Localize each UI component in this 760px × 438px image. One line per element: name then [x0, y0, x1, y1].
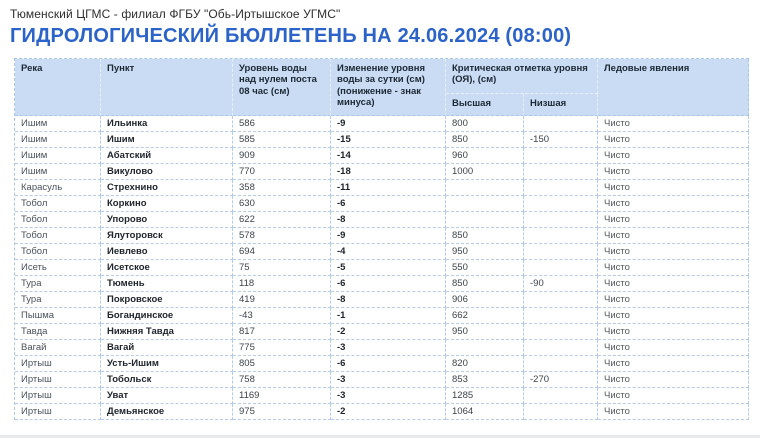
cell-ice-phenomena: Чисто: [598, 116, 749, 132]
cell-ice-phenomena: Чисто: [598, 244, 749, 260]
cell-river: Вагай: [15, 340, 101, 356]
cell-critical-low: [524, 228, 598, 244]
table-row: [15, 132, 749, 148]
table-row: [15, 372, 749, 388]
cell-critical-low: [524, 196, 598, 212]
cell-ice-phenomena: Чисто: [598, 356, 749, 372]
cell-station: Абатский: [101, 148, 233, 164]
cell-river: Ишим: [15, 148, 101, 164]
cell-water-level: 419: [233, 292, 331, 308]
cell-level-change: -2: [331, 404, 446, 420]
table-row: [15, 116, 749, 132]
column-header-critical-high: Высшая: [446, 94, 524, 116]
cell-level-change: -6: [331, 276, 446, 292]
cell-station: Ялуторовск: [101, 228, 233, 244]
cell-level-change: -18: [331, 164, 446, 180]
cell-level-change: -11: [331, 180, 446, 196]
cell-river: Карасуль: [15, 180, 101, 196]
table-row: [15, 276, 749, 292]
cell-critical-high: [446, 180, 524, 196]
table-row: [15, 324, 749, 340]
table-row: [15, 388, 749, 404]
cell-ice-phenomena: Чисто: [598, 292, 749, 308]
table-row: [15, 228, 749, 244]
cell-level-change: -4: [331, 244, 446, 260]
cell-ice-phenomena: Чисто: [598, 196, 749, 212]
cell-critical-low: [524, 180, 598, 196]
cell-ice-phenomena: Чисто: [598, 212, 749, 228]
column-header-river: Река: [15, 59, 101, 116]
cell-river: Иртыш: [15, 372, 101, 388]
cell-critical-low: [524, 212, 598, 228]
cell-level-change: -9: [331, 116, 446, 132]
cell-level-change: -2: [331, 324, 446, 340]
cell-critical-high: [446, 212, 524, 228]
table-row: [15, 180, 749, 196]
cell-level-change: -9: [331, 228, 446, 244]
cell-river: Пышма: [15, 308, 101, 324]
cell-critical-high: 850: [446, 132, 524, 148]
cell-station: Упорово: [101, 212, 233, 228]
cell-water-level: 817: [233, 324, 331, 340]
cell-level-change: -3: [331, 388, 446, 404]
cell-critical-low: [524, 244, 598, 260]
table-row: [15, 356, 749, 372]
cell-ice-phenomena: Чисто: [598, 228, 749, 244]
cell-water-level: 118: [233, 276, 331, 292]
cell-critical-high: 850: [446, 228, 524, 244]
cell-ice-phenomena: Чисто: [598, 180, 749, 196]
cell-station: Коркино: [101, 196, 233, 212]
cell-river: Ишим: [15, 164, 101, 180]
column-header-change: Изменение уровня воды за сутки (см) (понижение - знак минуса): [331, 59, 446, 116]
cell-river: Иртыш: [15, 388, 101, 404]
cell-station: Нижняя Тавда: [101, 324, 233, 340]
cell-critical-low: [524, 340, 598, 356]
cell-critical-high: 662: [446, 308, 524, 324]
cell-level-change: -8: [331, 212, 446, 228]
cell-ice-phenomena: Чисто: [598, 340, 749, 356]
cell-level-change: -15: [331, 132, 446, 148]
cell-water-level: 75: [233, 260, 331, 276]
cell-station: Тюмень: [101, 276, 233, 292]
table-row: [15, 340, 749, 356]
cell-water-level: 805: [233, 356, 331, 372]
cell-ice-phenomena: Чисто: [598, 132, 749, 148]
cell-water-level: 694: [233, 244, 331, 260]
cell-station: Покровское: [101, 292, 233, 308]
cell-ice-phenomena: Чисто: [598, 148, 749, 164]
cell-level-change: -5: [331, 260, 446, 276]
cell-river: Тобол: [15, 212, 101, 228]
table-row: [15, 292, 749, 308]
table-row: [15, 308, 749, 324]
cell-water-level: 585: [233, 132, 331, 148]
column-header-critical-low: Низшая: [524, 94, 598, 116]
cell-ice-phenomena: Чисто: [598, 372, 749, 388]
cell-critical-high: 853: [446, 372, 524, 388]
cell-water-level: 975: [233, 404, 331, 420]
column-header-critical: Критическая отметка уровня (ОЯ), (см): [446, 59, 598, 94]
cell-critical-high: 950: [446, 244, 524, 260]
cell-level-change: -14: [331, 148, 446, 164]
cell-ice-phenomena: Чисто: [598, 276, 749, 292]
column-header-station: Пункт: [101, 59, 233, 116]
cell-critical-high: 960: [446, 148, 524, 164]
cell-station: Тобольск: [101, 372, 233, 388]
cell-critical-high: [446, 340, 524, 356]
cell-river: Иртыш: [15, 356, 101, 372]
cell-river: Тура: [15, 276, 101, 292]
cell-critical-high: 550: [446, 260, 524, 276]
cell-critical-low: -90: [524, 276, 598, 292]
cell-ice-phenomena: Чисто: [598, 260, 749, 276]
cell-station: Иевлево: [101, 244, 233, 260]
cell-critical-low: [524, 356, 598, 372]
cell-level-change: -8: [331, 292, 446, 308]
cell-station: Усть-Ишим: [101, 356, 233, 372]
cell-river: Исеть: [15, 260, 101, 276]
table-row: [15, 244, 749, 260]
cell-critical-high: 950: [446, 324, 524, 340]
cell-water-level: 630: [233, 196, 331, 212]
bulletin-table-body: [15, 116, 749, 420]
cell-level-change: -1: [331, 308, 446, 324]
table-row: [15, 164, 749, 180]
cell-critical-high: 820: [446, 356, 524, 372]
cell-water-level: 909: [233, 148, 331, 164]
cell-level-change: -3: [331, 372, 446, 388]
cell-critical-low: [524, 148, 598, 164]
cell-critical-high: [446, 196, 524, 212]
cell-river: Тобол: [15, 228, 101, 244]
cell-station: Ишим: [101, 132, 233, 148]
cell-critical-low: [524, 164, 598, 180]
cell-critical-low: [524, 260, 598, 276]
cell-river: Тобол: [15, 244, 101, 260]
cell-water-level: 1169: [233, 388, 331, 404]
cell-water-level: 622: [233, 212, 331, 228]
table-row: [15, 212, 749, 228]
column-header-ice: Ледовые явления: [598, 59, 749, 116]
cell-station: Богандинское: [101, 308, 233, 324]
cell-critical-high: 800: [446, 116, 524, 132]
table-row: [15, 260, 749, 276]
cell-river: Тавда: [15, 324, 101, 340]
table-header: [15, 59, 749, 116]
table-row: [15, 196, 749, 212]
table-row: [15, 404, 749, 420]
cell-level-change: -6: [331, 196, 446, 212]
cell-station: Демьянское: [101, 404, 233, 420]
cell-river: Ишим: [15, 132, 101, 148]
organization-line: Тюменский ЦГМС - филиал ФГБУ "Обь-Иртышское УГМС": [10, 7, 341, 21]
cell-water-level: 775: [233, 340, 331, 356]
cell-critical-low: [524, 324, 598, 340]
cell-station: Исетское: [101, 260, 233, 276]
cell-level-change: -6: [331, 356, 446, 372]
cell-river: Тобол: [15, 196, 101, 212]
cell-level-change: -3: [331, 340, 446, 356]
cell-critical-high: 1064: [446, 404, 524, 420]
cell-ice-phenomena: Чисто: [598, 388, 749, 404]
cell-critical-low: [524, 404, 598, 420]
cell-ice-phenomena: Чисто: [598, 308, 749, 324]
column-header-level: Уровень воды над нулем поста 08 час (см): [233, 59, 331, 116]
table-row: [15, 148, 749, 164]
cell-station: Стрехнино: [101, 180, 233, 196]
cell-ice-phenomena: Чисто: [598, 324, 749, 340]
cell-ice-phenomena: Чисто: [598, 164, 749, 180]
cell-river: Ишим: [15, 116, 101, 132]
cell-critical-low: [524, 388, 598, 404]
hydrology-table: [14, 58, 749, 420]
cell-critical-high: 1000: [446, 164, 524, 180]
cell-water-level: 770: [233, 164, 331, 180]
page-title: ГИДРОЛОГИЧЕСКИЙ БЮЛЛЕТЕНЬ НА 24.06.2024 (08:00): [10, 25, 572, 47]
cell-critical-high: 1285: [446, 388, 524, 404]
cell-water-level: 586: [233, 116, 331, 132]
cell-ice-phenomena: Чисто: [598, 404, 749, 420]
cell-river: Иртыш: [15, 404, 101, 420]
cell-critical-low: -150: [524, 132, 598, 148]
cell-water-level: 358: [233, 180, 331, 196]
cell-critical-low: [524, 116, 598, 132]
cell-river: Тура: [15, 292, 101, 308]
cell-critical-low: [524, 308, 598, 324]
cell-critical-high: 906: [446, 292, 524, 308]
cell-station: Викулово: [101, 164, 233, 180]
cell-critical-high: 850: [446, 276, 524, 292]
cell-critical-low: -270: [524, 372, 598, 388]
cell-station: Ильинка: [101, 116, 233, 132]
cell-critical-low: [524, 292, 598, 308]
cell-water-level: -43: [233, 308, 331, 324]
cell-water-level: 578: [233, 228, 331, 244]
cell-station: Вагай: [101, 340, 233, 356]
cell-water-level: 758: [233, 372, 331, 388]
cell-station: Уват: [101, 388, 233, 404]
